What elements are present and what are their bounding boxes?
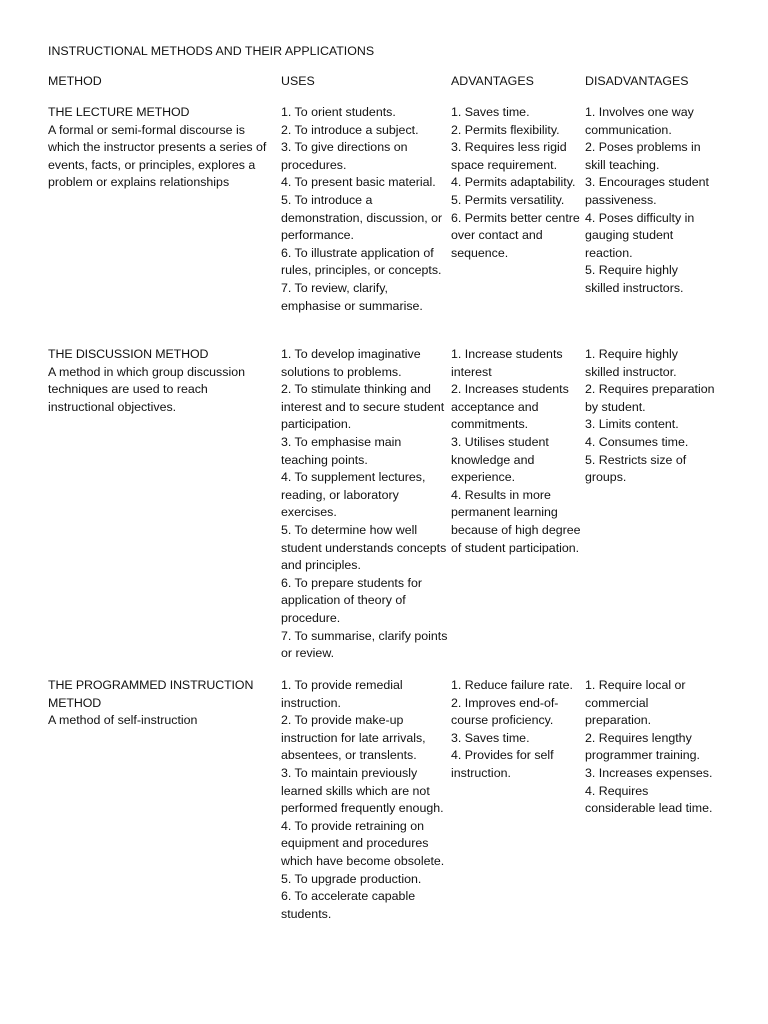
disadvantage-item: 5. Require highly skilled instructors. (585, 263, 684, 295)
disadvantage-item: 1. Require highly skilled instructor. (585, 347, 678, 379)
use-item: 4. To provide retraining on equipment and procedures which have become obsolete. (281, 818, 445, 868)
use-item: 6. To illustrate application of rules, principles, or concepts. (281, 245, 442, 278)
column-header-method: METHOD (48, 74, 102, 88)
use-item: 3. To emphasise main teaching points. (281, 434, 402, 467)
advantage-item: 1. Increase students interest (451, 347, 563, 379)
use-item: 2. To provide make-up instruction for late arrivals, absentees, or translents. (281, 713, 426, 763)
method-cell (48, 104, 270, 192)
use-item: 7. To review, clarify, emphasise or summarise. (281, 280, 423, 313)
disadvantage-item: 2. Requires preparation by student. (585, 382, 715, 414)
use-item: 2. To stimulate thinking and interest and to secure student participation. (281, 382, 445, 432)
use-item: 4. To present basic material. (281, 175, 436, 190)
method-description: A method in which group discussion techniques are used to reach instructional objectives. (48, 364, 245, 414)
disadvantage-item: 1. Require local or commercial preparation. (585, 678, 686, 728)
disadvantage-item: 3. Encourages student passiveness. (585, 175, 709, 207)
use-item: 3. To give directions on procedures. (281, 140, 408, 172)
advantages-cell (451, 104, 582, 262)
advantage-item: 2. Increases students acceptance and commitments. (451, 382, 569, 432)
advantage-item: 4. Permits adaptability. (451, 175, 576, 190)
advantage-item: 1. Reduce failure rate. (451, 678, 573, 692)
disadvantage-item: 2. Poses problems in skill teaching. (585, 140, 701, 172)
method-name: THE LECTURE METHOD (48, 105, 190, 119)
use-item: 5. To determine how well student understands concepts and principles. (281, 522, 447, 573)
method-name: THE DISCUSSION METHOD (48, 347, 209, 361)
use-item: 6. To accelerate capable students. (281, 889, 416, 921)
disadvantage-item: 4. Requires considerable lead time. (585, 783, 713, 816)
advantage-item: 4. Provides for self instruction. (451, 748, 554, 780)
disadvantages-cell (585, 346, 715, 487)
advantages-cell (451, 346, 582, 557)
disadvantages-cell (585, 104, 715, 298)
method-name: THE PROGRAMMED INSTRUCTION METHOD (48, 678, 254, 710)
uses-cell (281, 677, 449, 923)
method-cell (48, 677, 270, 730)
uses-cell (281, 104, 449, 315)
advantage-item: 3. Saves time. (451, 730, 530, 745)
column-header-disadvantages: DISADVANTAGES (585, 74, 689, 88)
use-item: 5. To introduce a demonstration, discussion, or performance. (281, 192, 443, 243)
use-item: 2. To introduce a subject. (281, 122, 419, 137)
uses-cell (281, 346, 449, 663)
method-cell (48, 346, 270, 416)
disadvantage-item: 3. Limits content. (585, 417, 679, 432)
disadvantage-item: 3. Increases expenses. (585, 765, 713, 780)
disadvantages-cell (585, 677, 715, 818)
use-item: 5. To upgrade production. (281, 871, 422, 886)
use-item: 3. To maintain previously learned skills which are not performed frequently enough. (281, 765, 444, 816)
advantage-item: 2. Permits flexibility. (451, 122, 560, 137)
use-item: 1. To develop imaginative solutions to problems. (281, 347, 421, 379)
disadvantage-item: 1. Involves one way communication. (585, 105, 694, 137)
method-description: A formal or semi-formal discourse is which the instructor presents a series of events, facts, or principles, explores a problem or explains relationships (48, 122, 267, 190)
use-item: 7. To summarise, clarify points or review. (281, 628, 448, 661)
use-item: 1. To orient students. (281, 105, 396, 119)
document-title: INSTRUCTIONAL METHODS AND THEIR APPLICATIONS (48, 44, 375, 58)
advantage-item: 2. Improves end-of-course proficiency. (451, 695, 559, 728)
use-item: 1. To provide remedial instruction. (281, 678, 403, 710)
method-description: A method of self-instruction (48, 713, 198, 728)
disadvantage-item: 5. Restricts size of groups. (585, 452, 687, 485)
advantage-item: 1. Saves time. (451, 105, 530, 119)
use-item: 6. To prepare students for application of theory of procedure. (281, 575, 422, 625)
column-header-advantages: ADVANTAGES (451, 74, 534, 88)
disadvantage-item: 4. Consumes time. (585, 434, 689, 449)
advantage-item: 4. Results in more permanent learning because of high degree of student participation. (451, 487, 581, 555)
disadvantage-item: 2. Requires lengthy programmer training. (585, 730, 701, 763)
advantage-item: 5. Permits versatility. (451, 192, 565, 207)
column-header-uses: USES (281, 74, 315, 88)
use-item: 4. To supplement lectures, reading, or laboratory exercises. (281, 470, 426, 520)
advantage-item: 3. Utilises student knowledge and experience. (451, 434, 549, 485)
advantage-item: 3. Requires less rigid space requirement. (451, 140, 567, 172)
disadvantage-item: 4. Poses difficulty in gauging student reaction. (585, 210, 695, 260)
advantages-cell (451, 677, 582, 783)
advantage-item: 6. Permits better centre over contact and sequence. (451, 210, 580, 260)
